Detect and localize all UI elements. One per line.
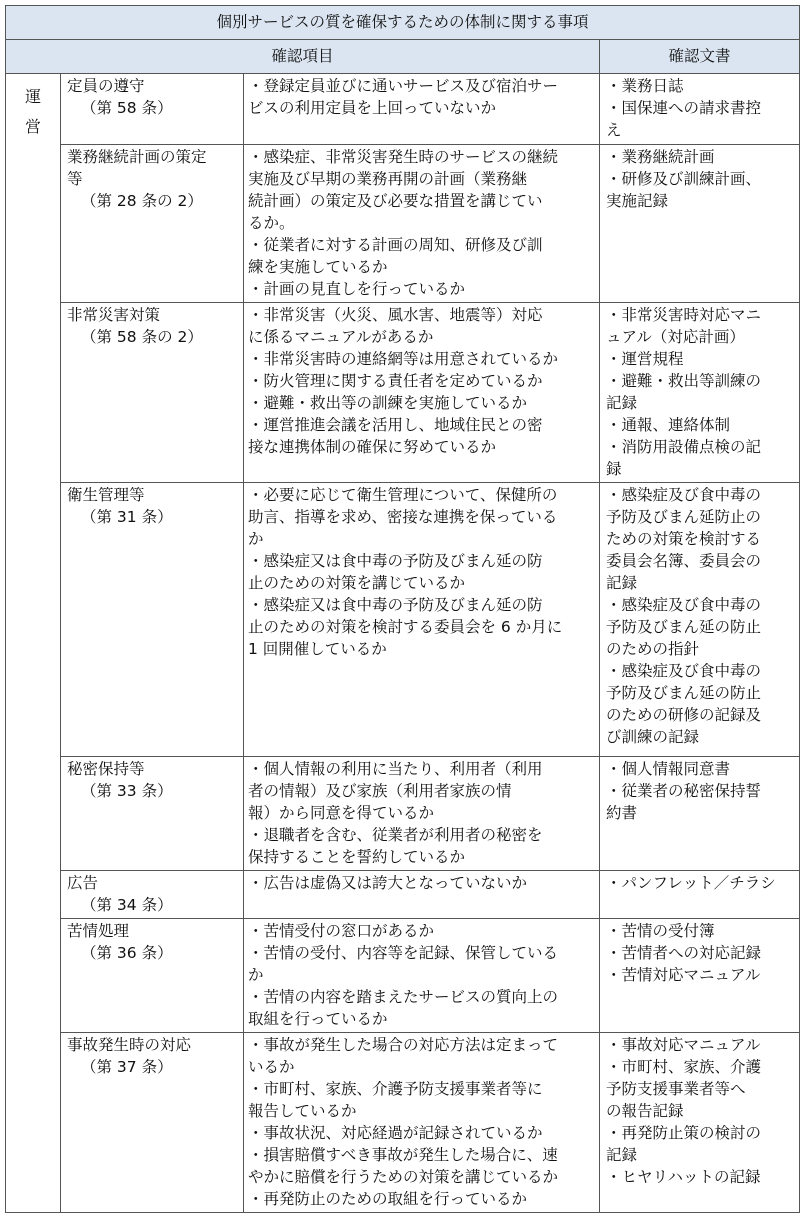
document-line: ための対策を検討する — [606, 530, 762, 548]
table-title: 個別サービスの質を確保するための体制に関する事項 — [6, 6, 800, 40]
check-items-cell — [244, 919, 600, 1033]
table-row — [6, 483, 800, 757]
document-line: ・事故対応マニュアル — [606, 1036, 761, 1054]
item-name-cont: 等 — [67, 170, 83, 188]
document-line: 予防及びまん延防止の — [606, 508, 762, 526]
check-line: ・計画の見直しを行っているか — [248, 280, 466, 298]
document-line: ・業務継続計画 — [606, 148, 715, 166]
check-items-cell — [244, 303, 600, 483]
documents-cell — [600, 145, 800, 303]
item-cell — [61, 919, 244, 1033]
check-line: ・個人情報の利用に当たり、利用者（利用 — [248, 760, 543, 778]
documents-cell — [600, 1033, 800, 1213]
article-ref: （第 58 条） — [81, 99, 173, 117]
table-row — [6, 1033, 800, 1213]
item-name: 事故発生時の対応 — [67, 1036, 192, 1054]
check-items-cell — [244, 757, 600, 871]
document-line: ・非常災害時対応マニ — [606, 306, 762, 324]
check-line: ・必要に応じて衛生管理について、保健所の — [248, 486, 558, 504]
document-line: ・市町村、家族、介護 — [606, 1058, 762, 1076]
check-line: ・防火管理に関する責任者を定めているか — [248, 372, 543, 390]
document-line: ・感染症及び食中毒の — [606, 486, 762, 504]
item-name: 非常災害対策 — [67, 306, 161, 324]
check-line: 取組を行っているか — [248, 1010, 388, 1028]
check-line: 接な連携体制の確保に努めているか — [248, 438, 497, 456]
document-line: ・感染症及び食中毒の — [606, 662, 762, 680]
item-cell — [61, 303, 244, 483]
check-line: か — [248, 966, 264, 984]
document-line: 予防及びまん延の防止 — [606, 684, 762, 702]
check-line: ・市町村、家族、介護予防支援事業者等に — [248, 1080, 543, 1098]
table-row — [6, 871, 800, 919]
section-label — [6, 74, 61, 1213]
documents-cell — [600, 74, 800, 145]
section-char: 営 — [24, 117, 41, 136]
table-row — [6, 919, 800, 1033]
document-line: のための研修の記録及 — [606, 706, 762, 724]
check-line: 報告しているか — [248, 1102, 357, 1120]
document-line: ・苦情者への対応記録 — [606, 944, 762, 962]
table-row — [6, 303, 800, 483]
check-line: ・事故が発生した場合の対応方法は定まって — [248, 1036, 559, 1054]
check-line: 練を実施しているか — [248, 258, 388, 276]
document-line: ・業務日誌 — [606, 77, 684, 95]
table-row — [6, 757, 800, 871]
check-line: ・登録定員並びに通いサービス及び宿泊サー — [248, 77, 559, 95]
check-line: ・再発防止のための取組を行っているか — [248, 1190, 528, 1208]
document-line: ・研修及び訓練計画、 — [606, 170, 762, 188]
section-char: 運 — [24, 87, 41, 106]
check-line: ・非常災害（火災、風水害、地震等）対応 — [248, 306, 543, 324]
check-line: 止のための対策を講じているか — [248, 574, 466, 592]
item-cell — [61, 145, 244, 303]
documents-cell — [600, 303, 800, 483]
article-ref: （第 33 条） — [81, 782, 173, 800]
documents-cell — [600, 483, 800, 757]
item-name: 苦情処理 — [67, 922, 130, 940]
check-line: ・感染症又は食中毒の予防及びまん延の防 — [248, 552, 543, 570]
check-line: ・運営推進会議を活用し、地域住民との密 — [248, 416, 543, 434]
document-line: ・苦情対応マニュアル — [606, 966, 761, 984]
document-line: ・ヒヤリハットの記録 — [606, 1168, 761, 1186]
check-items-cell — [244, 1033, 600, 1213]
document-line: のための指針 — [606, 640, 700, 658]
check-line: 助言、指導を求め、密接な連携を保っている — [248, 508, 558, 526]
document-line: 記録 — [606, 394, 638, 412]
document-line: ・パンフレット／チラシ — [606, 874, 776, 892]
column-header-docs: 確認文書 — [600, 40, 800, 74]
article-ref: （第 58 条の 2） — [81, 328, 203, 346]
documents-cell — [600, 919, 800, 1033]
article-ref: （第 34 条） — [81, 896, 173, 914]
document-line: ・運営規程 — [606, 350, 684, 368]
document-line: ・避難・救出等訓練の — [606, 372, 762, 390]
inspection-table — [5, 5, 800, 1213]
check-line: 止のための対策を検討する委員会を 6 か月に — [248, 618, 563, 636]
check-line: 報）から同意を得ているか — [248, 804, 435, 822]
document-line: ・再発防止策の検討の — [606, 1124, 762, 1142]
column-header-items: 確認項目 — [6, 40, 600, 74]
document-line: え — [606, 121, 622, 139]
check-line: 者の情報）及び家族（利用者家族の情 — [248, 782, 512, 800]
check-items-cell — [244, 145, 600, 303]
check-line: か — [248, 530, 264, 548]
check-line: ビスの利用定員を上回っていないか — [248, 99, 497, 117]
document-line: ・個人情報同意書 — [606, 760, 731, 778]
table-row — [6, 145, 800, 303]
item-cell — [61, 1033, 244, 1213]
check-line: ・苦情の内容を踏まえたサービスの質向上の — [248, 988, 559, 1006]
check-line: るか。 — [248, 214, 295, 232]
check-line: ・退職者を含む、従業者が利用者の秘密を — [248, 826, 543, 844]
check-line: ・苦情受付の窓口があるか — [248, 922, 435, 940]
check-line: ・従業者に対する計画の周知、研修及び訓 — [248, 236, 543, 254]
document-line: ・感染症及び食中毒の — [606, 596, 762, 614]
check-line: いるか — [248, 1058, 295, 1076]
check-line: ・事故状況、対応経過が記録されているか — [248, 1124, 543, 1142]
document-line: 記録 — [606, 574, 638, 592]
document-line: び訓練の記録 — [606, 728, 700, 746]
check-line: ・非常災害時の連絡網等は用意されているか — [248, 350, 559, 368]
item-name: 業務継続計画の策定 — [67, 148, 207, 166]
document-line: 録 — [606, 460, 622, 478]
document-line: ュアル（対応計画） — [606, 328, 745, 346]
check-items-cell — [244, 483, 600, 757]
article-ref: （第 28 条の 2） — [81, 192, 203, 210]
check-line: ・損害賠償すべき事故が発生した場合に、速 — [248, 1146, 558, 1164]
document-line: ・従業者の秘密保持誓 — [606, 782, 762, 800]
document-line: 委員会名簿、委員会の — [606, 552, 762, 570]
check-line: やかに賠償を行うための対策を講じているか — [248, 1168, 559, 1186]
document-line: ・苦情の受付簿 — [606, 922, 715, 940]
check-line: 続計画）の策定及び必要な措置を講じてい — [248, 192, 543, 210]
document-line: 予防支援事業者等へ — [606, 1080, 746, 1098]
article-ref: （第 36 条） — [81, 944, 173, 962]
document-line: ・国保連への請求書控 — [606, 99, 762, 117]
item-name: 秘密保持等 — [67, 760, 145, 778]
check-line: 実施及び早期の業務再開の計画（業務継 — [248, 170, 528, 188]
document-line: ・通報、連絡体制 — [606, 416, 731, 434]
documents-cell — [600, 871, 800, 919]
document-line: 予防及びまん延の防止 — [606, 618, 762, 636]
check-line: ・広告は虚偽又は誇大となっていないか — [248, 874, 528, 892]
check-line: ・感染症、非常災害発生時のサービスの継続 — [248, 148, 559, 166]
item-name: 衛生管理等 — [67, 486, 145, 504]
document-line: 実施記録 — [606, 192, 669, 210]
document-line: 記録 — [606, 1146, 638, 1164]
check-line: ・避難・救出等の訓練を実施しているか — [248, 394, 528, 412]
documents-cell — [600, 757, 800, 871]
item-cell — [61, 871, 244, 919]
check-line: ・苦情の受付、内容等を記録、保管している — [248, 944, 559, 962]
document-line: 約書 — [606, 804, 638, 822]
item-cell — [61, 74, 244, 145]
item-cell — [61, 483, 244, 757]
check-line: ・感染症又は食中毒の予防及びまん延の防 — [248, 596, 543, 614]
check-items-cell — [244, 74, 600, 145]
table-row — [6, 74, 800, 145]
document-line: ・消防用設備点検の記 — [606, 438, 762, 456]
check-line: 保持することを誓約しているか — [248, 848, 466, 866]
article-ref: （第 31 条） — [81, 508, 173, 526]
item-name: 定員の遵守 — [67, 77, 145, 95]
document-line: の報告記録 — [606, 1102, 684, 1120]
item-cell — [61, 757, 244, 871]
article-ref: （第 37 条） — [81, 1058, 173, 1076]
check-items-cell — [244, 871, 600, 919]
table-body — [6, 74, 800, 1213]
item-name: 広告 — [67, 874, 99, 892]
check-line: 1 回開催しているか — [248, 640, 387, 658]
check-line: に係るマニュアルがあるか — [248, 328, 434, 346]
